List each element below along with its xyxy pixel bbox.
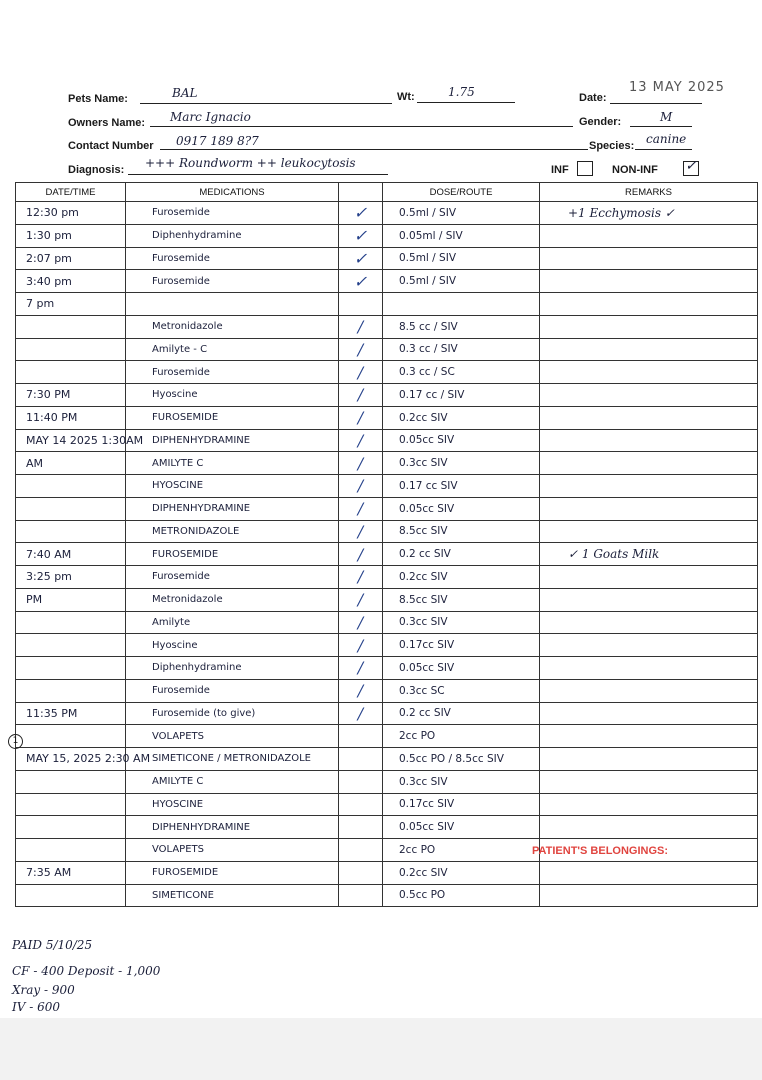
col-header-datetime: DATE/TIME <box>16 183 126 202</box>
row-datetime: 11:40 PM <box>16 406 126 429</box>
row-datetime <box>16 657 126 680</box>
row-remarks <box>540 270 758 293</box>
row-dose-route: 0.2cc SIV <box>383 406 540 429</box>
row-datetime <box>16 725 126 748</box>
wt-label: Wt: <box>397 91 415 103</box>
row-medication: SIMETICONE <box>126 884 339 907</box>
row-remarks <box>540 520 758 543</box>
row-check-mark: / <box>339 452 383 475</box>
row-check-mark: / <box>339 429 383 452</box>
row-medication: Amilyte <box>126 611 339 634</box>
row-check-mark <box>339 793 383 816</box>
row-medication <box>126 293 339 316</box>
species-label: Species: <box>589 140 635 152</box>
table-row <box>16 202 758 225</box>
row-dose-route: 0.17cc SIV <box>383 793 540 816</box>
row-datetime: MAY 15, 2025 2:30 AM <box>16 748 126 771</box>
row-medication: Furosemide <box>126 270 339 293</box>
patients-belongings-label: PATIENT'S BELONGINGS: <box>532 845 669 857</box>
row-remarks <box>540 634 758 657</box>
noninf-check-mark: ✓ <box>685 158 697 174</box>
footer-paid-line: PAID 5/10/25 <box>12 938 93 952</box>
row-remarks <box>540 793 758 816</box>
row-medication: SIMETICONE / METRONIDAZOLE <box>126 748 339 771</box>
owners-name-label: Owners Name: <box>68 117 146 129</box>
row-datetime: 7:35 AM <box>16 861 126 884</box>
row-dose-route: 0.05ml / SIV <box>383 224 540 247</box>
table-row <box>16 861 758 884</box>
row-medication: DIPHENHYDRAMINE <box>126 497 339 520</box>
row-remarks <box>540 861 758 884</box>
row-datetime <box>16 679 126 702</box>
col-header-check <box>339 183 383 202</box>
row-remarks <box>540 452 758 475</box>
row-dose-route: 0.5ml / SIV <box>383 202 540 225</box>
row-medication: DIPHENHYDRAMINE <box>126 429 339 452</box>
row-check-mark: ✓ <box>339 270 383 293</box>
row-remarks: +1 Ecchymosis ✓ <box>540 202 758 225</box>
row-datetime: 12:30 pm <box>16 202 126 225</box>
row-medication: Furosemide <box>126 566 339 589</box>
row-medication: Metronidazole <box>126 588 339 611</box>
row-dose-route: 0.05cc SIV <box>383 497 540 520</box>
gender-line <box>630 126 692 127</box>
date-label: Date: <box>579 92 607 104</box>
date-value: 13 MAY 2025 <box>629 80 725 95</box>
row-remarks <box>540 406 758 429</box>
row-medication: FUROSEMIDE <box>126 406 339 429</box>
row-datetime: PM <box>16 588 126 611</box>
row-remarks <box>540 611 758 634</box>
row-dose-route: 0.5cc PO <box>383 884 540 907</box>
col-header-medications: MEDICATIONS <box>126 183 339 202</box>
row-dose-route: 8.5cc SIV <box>383 520 540 543</box>
row-check-mark <box>339 839 383 862</box>
noninf-label: NON-INF <box>612 164 658 176</box>
table-row <box>16 884 758 907</box>
table-row <box>16 270 758 293</box>
table-row <box>16 406 758 429</box>
inf-label: INF <box>551 164 569 176</box>
row-remarks <box>540 384 758 407</box>
row-medication: Furosemide (to give) <box>126 702 339 725</box>
row-datetime: 3:25 pm <box>16 566 126 589</box>
row-medication: METRONIDAZOLE <box>126 520 339 543</box>
row-dose-route: 0.5cc PO / 8.5cc SIV <box>383 748 540 771</box>
row-medication: Diphenhydramine <box>126 224 339 247</box>
wt-value: 1.75 <box>448 85 475 99</box>
table-row <box>16 475 758 498</box>
species-value: canine <box>646 132 687 146</box>
table-row <box>16 770 758 793</box>
row-check-mark: / <box>339 520 383 543</box>
row-remarks <box>540 566 758 589</box>
row-medication: HYOSCINE <box>126 475 339 498</box>
row-datetime <box>16 497 126 520</box>
row-medication: AMILYTE C <box>126 452 339 475</box>
row-datetime <box>16 816 126 839</box>
row-dose-route: 0.05cc SIV <box>383 429 540 452</box>
row-remarks <box>540 429 758 452</box>
row-medication: DIPHENHYDRAMINE <box>126 816 339 839</box>
row-check-mark <box>339 816 383 839</box>
row-dose-route <box>383 293 540 316</box>
row-check-mark: / <box>339 634 383 657</box>
table-row <box>16 679 758 702</box>
row-remarks <box>540 315 758 338</box>
gender-value: M <box>660 110 673 124</box>
row-check-mark: / <box>339 315 383 338</box>
row-check-mark <box>339 725 383 748</box>
row-dose-route: 0.2 cc SIV <box>383 543 540 566</box>
row-dose-route: 2cc PO <box>383 839 540 862</box>
diagnosis-value: +++ Roundworm ++ leukocytosis <box>145 156 356 170</box>
contact-value: 0917 189 8?7 <box>176 134 259 148</box>
row-remarks <box>540 224 758 247</box>
pets-name-label: Pets Name: <box>68 93 128 105</box>
row-datetime <box>16 634 126 657</box>
table-row <box>16 634 758 657</box>
owners-name-line <box>150 126 573 127</box>
medication-table-body <box>16 202 758 907</box>
row-remarks <box>540 725 758 748</box>
table-row <box>16 429 758 452</box>
row-check-mark <box>339 861 383 884</box>
row-datetime: 11:35 PM <box>16 702 126 725</box>
row-check-mark <box>339 748 383 771</box>
row-medication: VOLAPETS <box>126 725 339 748</box>
row-datetime <box>16 839 126 862</box>
row-medication: FUROSEMIDE <box>126 861 339 884</box>
row-check-mark <box>339 770 383 793</box>
row-remarks <box>540 884 758 907</box>
row-check-mark: / <box>339 406 383 429</box>
row-check-mark: / <box>339 657 383 680</box>
row-medication: VOLAPETS <box>126 839 339 862</box>
row-circle-marker: 1 <box>8 734 23 749</box>
row-datetime: 7:30 PM <box>16 384 126 407</box>
owners-name-value: Marc Ignacio <box>170 110 251 124</box>
table-row <box>16 725 758 748</box>
row-datetime: 2:07 pm <box>16 247 126 270</box>
row-dose-route: 0.3cc SC <box>383 679 540 702</box>
row-check-mark: ✓ <box>339 247 383 270</box>
footer-iv-line: IV - 600 <box>12 1000 60 1014</box>
row-remarks: ✓ 1 Goats Milk <box>540 543 758 566</box>
row-check-mark: / <box>339 566 383 589</box>
table-header-row <box>16 183 758 202</box>
row-dose-route: 0.3cc SIV <box>383 452 540 475</box>
row-medication: HYOSCINE <box>126 793 339 816</box>
footer-xray-line: Xray - 900 <box>12 983 75 997</box>
row-remarks <box>540 361 758 384</box>
table-row <box>16 224 758 247</box>
row-dose-route: 0.5ml / SIV <box>383 270 540 293</box>
col-header-remarks: REMARKS <box>540 183 758 202</box>
row-datetime <box>16 315 126 338</box>
row-datetime <box>16 475 126 498</box>
table-row <box>16 384 758 407</box>
inf-checkbox[interactable] <box>577 161 593 176</box>
row-medication: Amilyte - C <box>126 338 339 361</box>
row-medication: Diphenhydramine <box>126 657 339 680</box>
row-dose-route: 0.2 cc SIV <box>383 702 540 725</box>
table-row <box>16 361 758 384</box>
footer-cf-line: CF - 400 Deposit - 1,000 <box>12 964 161 978</box>
pets-name-value: BAL <box>172 86 198 100</box>
row-dose-route: 0.17cc SIV <box>383 634 540 657</box>
table-row <box>16 588 758 611</box>
table-row <box>16 497 758 520</box>
row-datetime: 7 pm <box>16 293 126 316</box>
row-datetime <box>16 770 126 793</box>
row-check-mark: ✓ <box>339 224 383 247</box>
table-row <box>16 543 758 566</box>
row-medication: Furosemide <box>126 361 339 384</box>
row-medication: Hyoscine <box>126 634 339 657</box>
table-row <box>16 452 758 475</box>
row-dose-route: 0.3 cc / SC <box>383 361 540 384</box>
row-datetime: MAY 14 2025 1:30AM <box>16 429 126 452</box>
table-row <box>16 338 758 361</box>
row-dose-route: 8.5cc SIV <box>383 588 540 611</box>
row-check-mark: / <box>339 543 383 566</box>
table-row <box>16 566 758 589</box>
row-medication: FUROSEMIDE <box>126 543 339 566</box>
table-row <box>16 293 758 316</box>
row-datetime <box>16 884 126 907</box>
row-remarks <box>540 816 758 839</box>
row-datetime <box>16 611 126 634</box>
table-row <box>16 315 758 338</box>
row-check-mark: / <box>339 611 383 634</box>
diagnosis-label: Diagnosis: <box>68 164 125 176</box>
row-remarks <box>540 475 758 498</box>
row-medication: Furosemide <box>126 679 339 702</box>
table-row <box>16 748 758 771</box>
date-line <box>610 103 702 104</box>
table-row <box>16 611 758 634</box>
row-dose-route: 0.3cc SIV <box>383 611 540 634</box>
row-check-mark: / <box>339 702 383 725</box>
row-remarks <box>540 247 758 270</box>
row-remarks <box>540 588 758 611</box>
species-line <box>635 149 692 150</box>
row-check-mark: / <box>339 679 383 702</box>
row-check-mark: / <box>339 497 383 520</box>
row-medication: Furosemide <box>126 247 339 270</box>
row-dose-route: 0.2cc SIV <box>383 861 540 884</box>
row-dose-route: 0.3 cc / SIV <box>383 338 540 361</box>
row-dose-route: 0.05cc SIV <box>383 816 540 839</box>
pets-name-line <box>140 103 392 104</box>
row-dose-route: 0.05cc SIV <box>383 657 540 680</box>
row-dose-route: 0.3cc SIV <box>383 770 540 793</box>
row-remarks <box>540 748 758 771</box>
row-medication: Metronidazole <box>126 315 339 338</box>
row-remarks <box>540 497 758 520</box>
row-dose-route: 8.5 cc / SIV <box>383 315 540 338</box>
col-header-dose-route: DOSE/ROUTE <box>383 183 540 202</box>
row-medication: AMILYTE C <box>126 770 339 793</box>
table-row <box>16 247 758 270</box>
row-medication: Furosemide <box>126 202 339 225</box>
row-remarks <box>540 657 758 680</box>
contact-label: Contact Number <box>68 140 154 152</box>
row-dose-route: 0.17 cc / SIV <box>383 384 540 407</box>
row-check-mark <box>339 293 383 316</box>
row-datetime <box>16 793 126 816</box>
row-dose-route: 2cc PO <box>383 725 540 748</box>
gender-label: Gender: <box>579 116 622 128</box>
table-row <box>16 816 758 839</box>
row-medication: Hyoscine <box>126 384 339 407</box>
row-datetime <box>16 361 126 384</box>
row-dose-route: 0.5ml / SIV <box>383 247 540 270</box>
row-datetime: 7:40 AM <box>16 543 126 566</box>
wt-line <box>417 102 515 103</box>
row-datetime <box>16 338 126 361</box>
row-check-mark: ✓ <box>339 202 383 225</box>
table-row <box>16 793 758 816</box>
row-dose-route: 0.2cc SIV <box>383 566 540 589</box>
contact-line <box>160 149 588 150</box>
medication-table <box>15 182 758 907</box>
row-check-mark <box>339 884 383 907</box>
row-dose-route: 0.17 cc SIV <box>383 475 540 498</box>
row-check-mark: / <box>339 338 383 361</box>
row-check-mark: / <box>339 475 383 498</box>
diagnosis-line <box>128 174 388 175</box>
row-check-mark: / <box>339 361 383 384</box>
table-row <box>16 702 758 725</box>
row-remarks <box>540 702 758 725</box>
row-remarks <box>540 338 758 361</box>
row-check-mark: / <box>339 384 383 407</box>
row-datetime <box>16 520 126 543</box>
row-datetime: 1:30 pm <box>16 224 126 247</box>
row-datetime: 3:40 pm <box>16 270 126 293</box>
row-remarks <box>540 293 758 316</box>
table-row <box>16 657 758 680</box>
row-remarks <box>540 679 758 702</box>
noninf-checkbox[interactable] <box>683 158 699 176</box>
row-datetime: AM <box>16 452 126 475</box>
table-row <box>16 520 758 543</box>
row-check-mark: / <box>339 588 383 611</box>
row-remarks <box>540 770 758 793</box>
